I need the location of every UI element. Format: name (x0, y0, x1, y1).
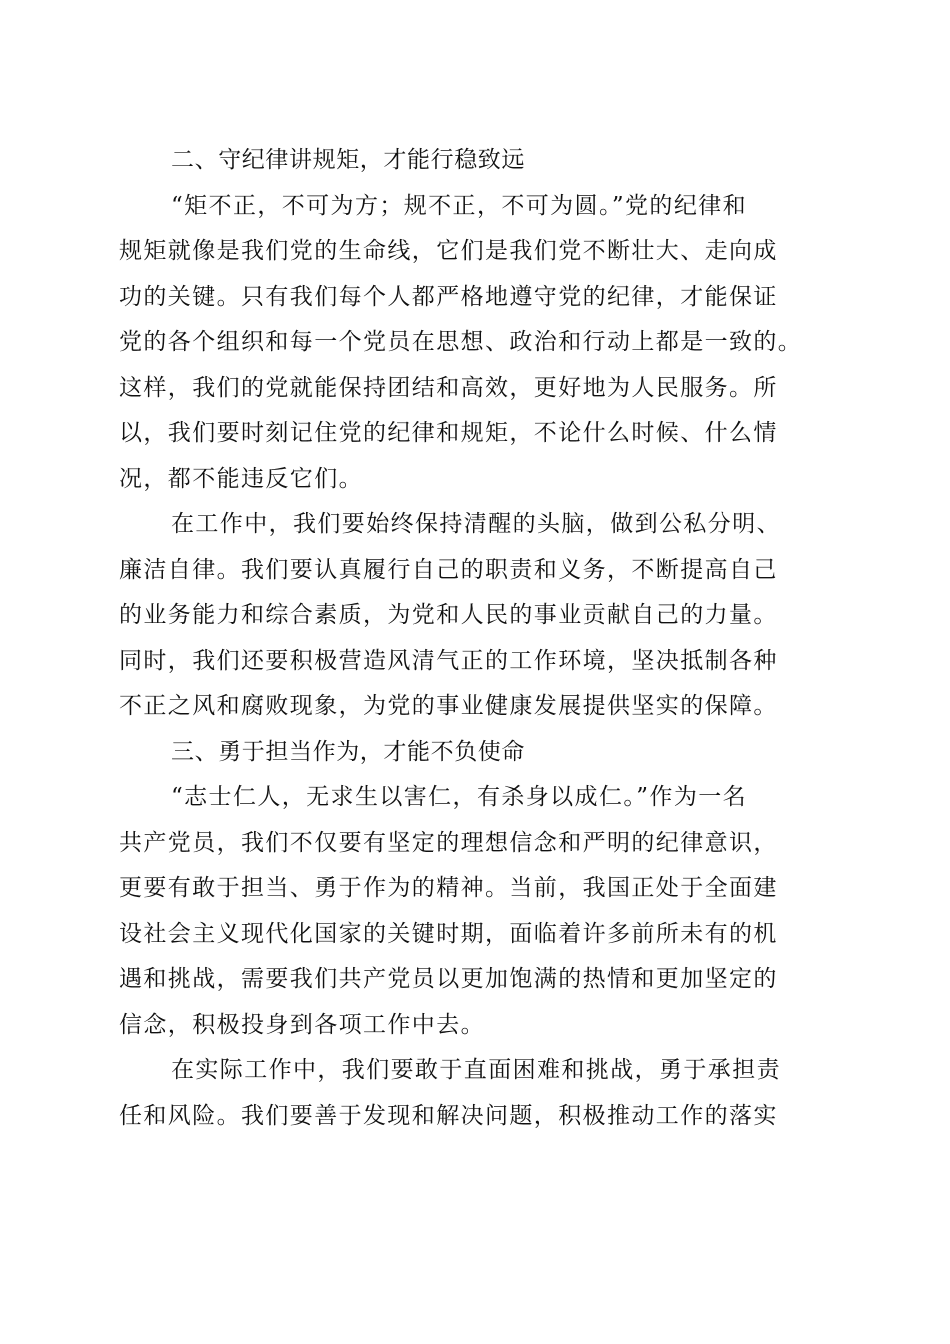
paragraph-line: 况，都不能违反它们。 (119, 465, 363, 492)
paragraph-line: “志士仁人，无求生以害仁，有杀身以成仁。”作为一名 (171, 784, 748, 810)
paragraph-line: 以，我们要时刻记住党的纪律和规矩，不论什么时候、什么情 (119, 420, 778, 446)
section-heading-responsibility: 三、勇于担当作为，才能不负使命 (171, 738, 525, 765)
paragraph-line: 这样，我们的党就能保持团结和高效，更好地为人民服务。所 (119, 374, 778, 401)
paragraph-line: “矩不正，不可为方；规不正，不可为圆。”党的纪律和 (171, 192, 748, 219)
paragraph-line: 遇和挑战，需要我们共产党员以更加饱满的热情和更加坚定的 (119, 966, 778, 992)
section-heading-discipline: 二、守纪律讲规矩，才能行稳致远 (171, 147, 525, 173)
paragraph-line: 在实际工作中，我们要敢于直面困难和挑战，勇于承担责 (171, 1057, 781, 1083)
paragraph-line: 设社会主义现代化国家的关键时期，面临着许多前所未有的机 (119, 920, 778, 947)
paragraph-line: 的业务能力和综合素质，为党和人民的事业贡献自己的力量。 (119, 602, 778, 628)
paragraph-line: 不正之风和腐败现象，为党的事业健康发展提供坚实的保障。 (119, 693, 778, 719)
paragraph-line: 规矩就像是我们党的生命线，它们是我们党不断壮大、走向成 (119, 238, 778, 264)
paragraph-line: 信念，积极投身到各项工作中去。 (119, 1011, 485, 1038)
paragraph-line: 共产党员，我们不仅要有坚定的理想信念和严明的纪律意识， (119, 829, 778, 856)
paragraph-line: 党的各个组织和每一个党员在思想、政治和行动上都是一致的。 (119, 329, 803, 355)
document-body (119, 138, 835, 1139)
paragraph-line: 在工作中，我们要始终保持清醒的头脑，做到公私分明、 (171, 511, 781, 537)
paragraph-line: 任和风险。我们要善于发现和解决问题，积极推动工作的落实 (119, 1102, 778, 1129)
paragraph-line: 廉洁自律。我们要认真履行自己的职责和义务，不断提高自己 (119, 556, 778, 583)
paragraph-line: 功的关键。只有我们每个人都严格地遵守党的纪律，才能保证 (119, 283, 778, 310)
paragraph-line: 同时，我们还要积极营造风清气正的工作环境，坚决抵制各种 (119, 647, 778, 674)
paragraph-line: 更要有敢于担当、勇于作为的精神。当前，我国正处于全面建 (119, 875, 778, 901)
